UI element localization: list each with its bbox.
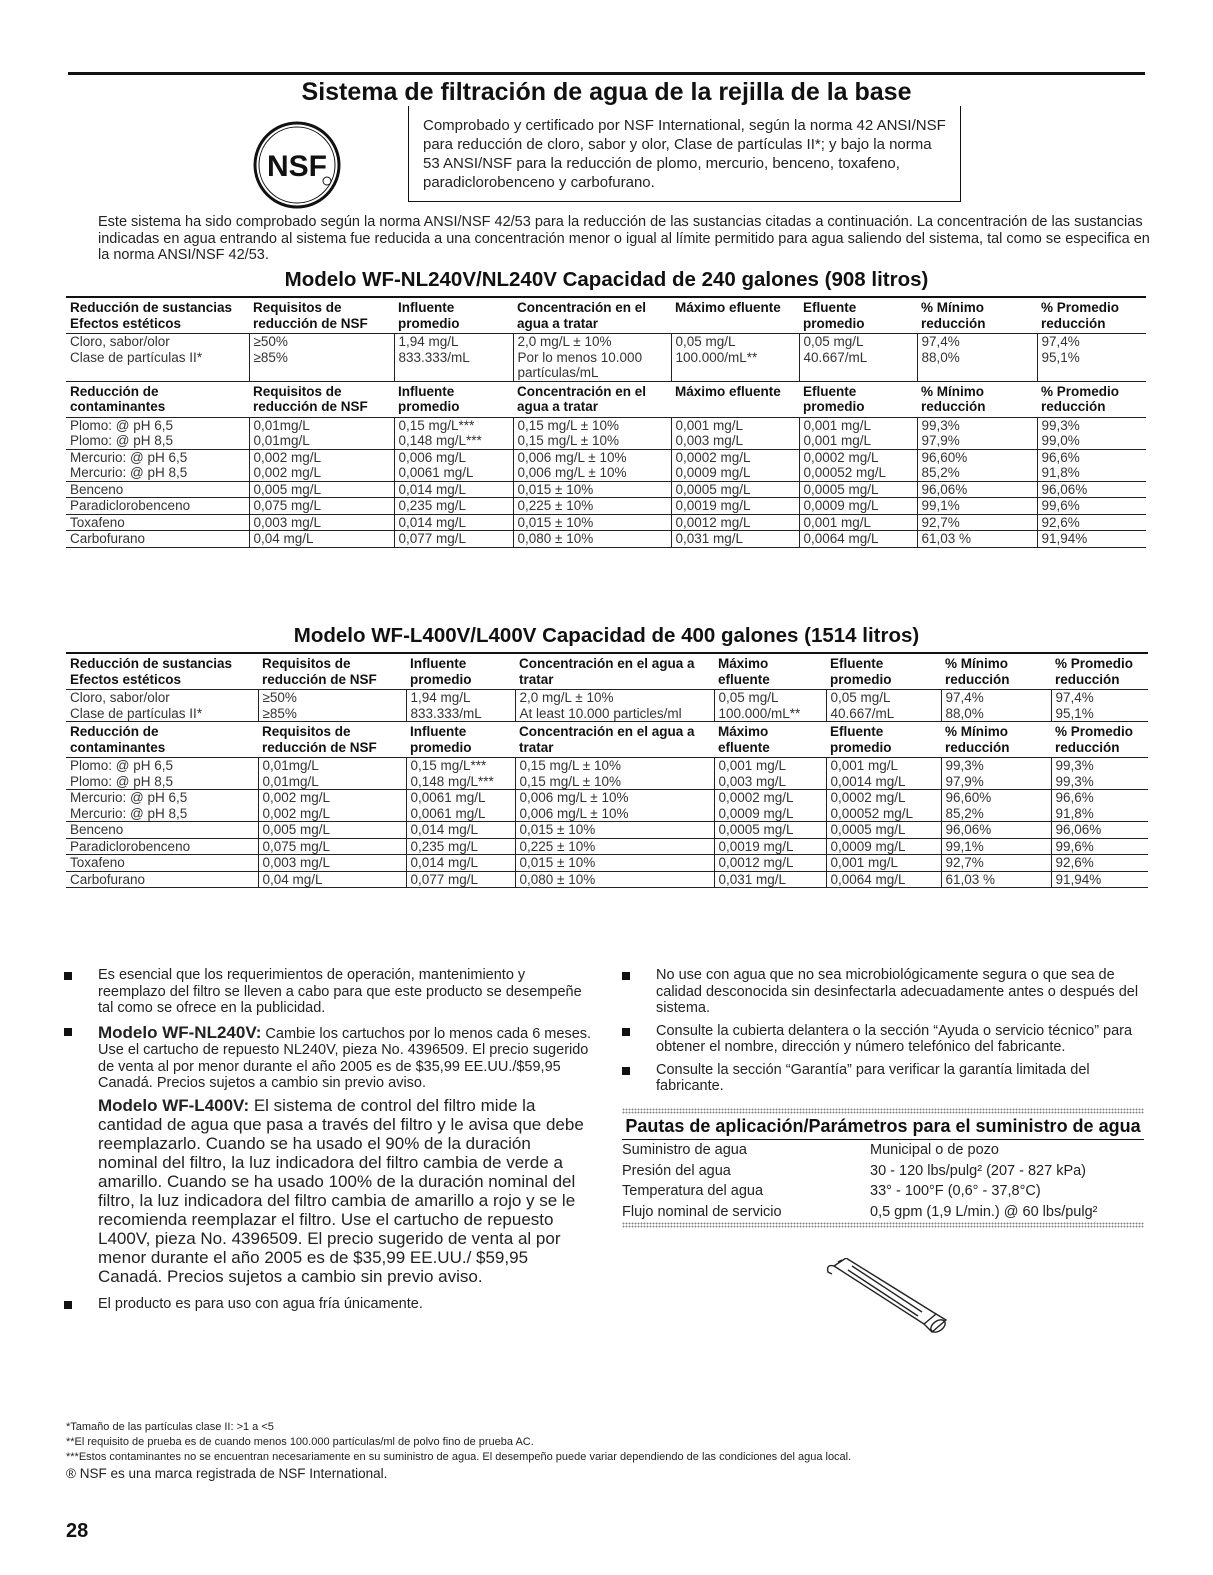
table-row xyxy=(66,690,1148,722)
table-row-cell: 0,0002 mg/L 0,00052 mg/L xyxy=(826,790,941,822)
table-row-cell: 0,080 ± 10% xyxy=(515,871,714,888)
table-row xyxy=(66,514,1146,531)
bullet-service: Consulte la cubierta delantera o la sección “Ayuda o servicio técnico” para obtener el nombre, dirección y número telefónico del fabricante. xyxy=(622,1023,1144,1056)
bullet-water-safety: No use con agua que no sea microbiológicamente segura o que sea de calidad desconocida sin desinfectarla adecuadamente antes o después del sistema. xyxy=(622,967,1144,1017)
contaminant-header-row-cell: Requisitos de reducción de NSF xyxy=(249,381,394,417)
table-row-cell: 99,3% 97,9% xyxy=(941,758,1051,790)
table-row-cell: 1,94 mg/L 833.333/mL xyxy=(394,334,513,382)
bullet-square-icon xyxy=(64,972,72,980)
aesthetic-header-row-cell: Requisitos de reducción de NSF xyxy=(258,653,406,690)
table-row-cell: 0,031 mg/L xyxy=(671,531,799,548)
guide-value: 33° - 100°F (0,6° - 37,8°C) xyxy=(870,1183,1041,1199)
table-row-cell: Cloro, sabor/olor Clase de partículas II* xyxy=(66,334,249,382)
table-row xyxy=(66,417,1146,449)
guide-row xyxy=(622,1140,1144,1161)
contaminant-header-row xyxy=(66,722,1148,758)
table-row-cell: 0,003 mg/L xyxy=(249,514,394,531)
guide-label: Temperatura del agua xyxy=(622,1183,764,1199)
table-row-cell: 91,94% xyxy=(1037,531,1146,548)
table-row-cell: 0,0005 mg/L xyxy=(671,481,799,498)
table-row-cell: 0,077 mg/L xyxy=(394,531,513,548)
table-row-cell: 0,05 mg/L 40.667/mL xyxy=(799,334,917,382)
table-row-cell: 0,006 mg/L 0,0061 mg/L xyxy=(394,449,513,481)
guide-value: 0,5 gpm (1,9 L/min.) @ 60 lbs/pulg² xyxy=(870,1203,1098,1220)
table-row-cell: 0,05 mg/L 100.000/mL** xyxy=(671,334,799,382)
table-row xyxy=(66,334,1146,382)
table-row-cell: 96,06% xyxy=(941,822,1051,839)
table-row-cell: 99,3% 99,3% xyxy=(1051,758,1148,790)
table-row-cell: 92,7% xyxy=(917,514,1037,531)
table-row-cell: 92,6% xyxy=(1051,855,1148,872)
water-supply-guide xyxy=(622,1108,1144,1228)
table-row-cell: 2,0 mg/L ± 10% Por lo menos 10.000 partículas/mL xyxy=(513,334,671,382)
svg-text:NSF: NSF xyxy=(267,150,327,183)
table-row-cell: 0,01mg/L 0,01mg/L xyxy=(258,758,406,790)
aesthetic-header-row-cell: % Promedio reducción xyxy=(1037,297,1146,334)
table-row-cell: 0,005 mg/L xyxy=(258,822,406,839)
bullet-maintenance: Es esencial que los requerimientos de operación, mantenimiento y reemplazo del filtro se lleven a cabo para que este producto se desempeñe tal como se ofrece en la publicidad. xyxy=(64,967,594,1017)
certification-box: Comprobado y certificado por NSF International, según la norma 42 ANSI/NSF para reducción de cloro, sabor y olor, Clase de partículas II*; y bajo la norma 53 ANSI/NSF para la reducción de plomo, mercurio, benceno, toxafeno, paradiclorobenceno y carbofurano. xyxy=(408,106,961,202)
table-row-cell: 0,015 ± 10% xyxy=(513,514,671,531)
table-row-cell: Mercurio: @ pH 6,5 Mercurio: @ pH 8,5 xyxy=(66,790,258,822)
table-row-cell: 0,0002 mg/L 0,0009 mg/L xyxy=(671,449,799,481)
table-row-cell: 0,15 mg/L ± 10% 0,15 mg/L ± 10% xyxy=(515,758,714,790)
table-row-cell: 97,4% 95,1% xyxy=(1037,334,1146,382)
table-row-cell: ≥50% ≥85% xyxy=(258,690,406,722)
page-title: Sistema de filtración de agua de la rejilla de la base xyxy=(301,78,912,106)
aesthetic-header-row-cell: Influente promedio xyxy=(406,653,515,690)
table-row xyxy=(66,871,1148,888)
aesthetic-header-row-cell: Efluente promedio xyxy=(799,297,917,334)
contaminant-header-row-cell: % Mínimo reducción xyxy=(917,381,1037,417)
table-row-cell: Benceno xyxy=(66,822,258,839)
table-row-cell: 0,001 mg/L 0,003 mg/L xyxy=(714,758,826,790)
page-number: 28 xyxy=(66,1520,89,1542)
table-row-cell: 0,001 mg/L xyxy=(826,855,941,872)
table-row xyxy=(66,498,1146,515)
contaminant-header-row-cell: Reducción de contaminantes xyxy=(66,722,258,758)
table-row-cell: 97,4% 88,0% xyxy=(941,690,1051,722)
contaminant-header-row-cell: Máximo efluente xyxy=(714,722,826,758)
contaminant-header-row-cell: Concentración en el agua a tratar xyxy=(513,381,671,417)
table-row-cell: 96,06% xyxy=(1037,481,1146,498)
table-row-cell: Paradiclorobenceno xyxy=(66,498,249,515)
table-row-cell: 92,7% xyxy=(941,855,1051,872)
aesthetic-header-row-cell: Máximo efluente xyxy=(714,653,826,690)
dotted-band xyxy=(622,1222,1144,1228)
table-row-cell: Paradiclorobenceno xyxy=(66,838,258,855)
model-l400v-paragraph: Modelo WF-L400V: El sistema de control del filtro mide la cantidad de agua que pasa a través del filtro y le avisa que debe reemplazarlo. Cuando se ha usado el 90% de la duración nominal del filtro, la luz indicadora del filtro cambia de verde a amarillo. Cuando se ha usado 100% de la duración nominal del filtro, la luz indicadora del filtro cambia de amarillo a rojo y se le recomienda reemplazar el filtro. Use el cartucho de repuesto L400V, pieza No. 4396509. El precio sugerido de venta al por menor durante el año 2005 es de $35,99 EE.UU./ $59,95 Canadá. Precios sujetos a cambio sin previo aviso. xyxy=(98,1095,584,1286)
table-row-cell: Cloro, sabor/olor Clase de partículas II* xyxy=(66,690,258,722)
guide-label: Suministro de agua xyxy=(622,1142,747,1158)
table-row-cell: 0,0005 mg/L xyxy=(826,822,941,839)
contaminant-header-row-cell: Influente promedio xyxy=(394,381,513,417)
table-row-cell: 0,05 mg/L 40.667/mL xyxy=(826,690,941,722)
table-row-cell: 0,0064 mg/L xyxy=(799,531,917,548)
table-row-cell: Benceno xyxy=(66,481,249,498)
table-row-cell: 0,0002 mg/L 0,00052 mg/L xyxy=(799,449,917,481)
table-row-cell: 0,04 mg/L xyxy=(258,871,406,888)
contaminant-header-row-cell: % Mínimo reducción xyxy=(941,722,1051,758)
table-row-cell: 96,6% 91,8% xyxy=(1037,449,1146,481)
aesthetic-header-row-cell: Concentración en el agua a tratar xyxy=(515,653,714,690)
table-row xyxy=(66,855,1148,872)
table-row-cell: 0,0019 mg/L xyxy=(671,498,799,515)
table-row-cell: ≥50% ≥85% xyxy=(249,334,394,382)
aesthetic-header-row xyxy=(66,653,1148,690)
table-row-cell: 0,225 ± 10% xyxy=(515,838,714,855)
table-row-cell: 0,014 mg/L xyxy=(406,822,515,839)
table-row-cell: 0,0064 mg/L xyxy=(826,871,941,888)
table-row-cell: 0,04 mg/L xyxy=(249,531,394,548)
aesthetic-header-row-cell: Reducción de sustancias Efectos estéticos xyxy=(66,653,258,690)
table-row-cell: 0,015 ± 10% xyxy=(513,481,671,498)
table-row-cell: 99,3% 99,0% xyxy=(1037,417,1146,449)
table-row-cell: 96,60% 85,2% xyxy=(941,790,1051,822)
table-row-cell: 0,0009 mg/L xyxy=(799,498,917,515)
model2-title: Modelo WF-L400V/L400V Capacidad de 400 galones (1514 litros) xyxy=(293,624,920,647)
table-row-cell: 0,006 mg/L ± 10% 0,006 mg/L ± 10% xyxy=(513,449,671,481)
table-row-cell: 0,077 mg/L xyxy=(406,871,515,888)
table-row-cell: 0,0012 mg/L xyxy=(671,514,799,531)
table-row-cell: 0,05 mg/L 100.000/mL** xyxy=(714,690,826,722)
nsf-logo xyxy=(253,121,341,209)
bullet-square-icon xyxy=(64,1028,72,1036)
table-row-cell: 0,005 mg/L xyxy=(249,481,394,498)
table-row xyxy=(66,790,1148,822)
table-row-cell: Toxafeno xyxy=(66,855,258,872)
table-row-cell: 0,015 ± 10% xyxy=(515,855,714,872)
contaminant-header-row-cell: Requisitos de reducción de NSF xyxy=(258,722,406,758)
table-row-cell: 96,06% xyxy=(1051,822,1148,839)
aesthetic-header-row-cell: Máximo efluente xyxy=(671,297,799,334)
table-row-cell: 0,235 mg/L xyxy=(394,498,513,515)
aesthetic-header-row-cell: % Mínimo reducción xyxy=(917,297,1037,334)
footnote-trademark: ® NSF es una marca registrada de NSF International. xyxy=(66,1466,388,1481)
contaminant-header-row-cell: Efluente promedio xyxy=(826,722,941,758)
filter-cartridge-icon xyxy=(820,1258,950,1340)
table-row-cell: 0,001 mg/L xyxy=(799,514,917,531)
contaminant-header-row-cell: % Promedio reducción xyxy=(1037,381,1146,417)
bullet-square-icon xyxy=(622,972,630,980)
table-row-cell: 0,014 mg/L xyxy=(394,481,513,498)
model2-table-body xyxy=(66,653,1148,888)
contaminant-header-row-cell: Concentración en el agua a tratar xyxy=(515,722,714,758)
aesthetic-header-row-cell: Influente promedio xyxy=(394,297,513,334)
aesthetic-header-row-cell: % Promedio reducción xyxy=(1051,653,1148,690)
table-row-cell: Plomo: @ pH 6,5 Plomo: @ pH 8,5 xyxy=(66,417,249,449)
table-row-cell: 0,0002 mg/L 0,0009 mg/L xyxy=(714,790,826,822)
table-row-cell: Toxafeno xyxy=(66,514,249,531)
bullet-square-icon xyxy=(64,1301,72,1309)
model1-table-body xyxy=(66,297,1146,547)
footnote-3: ***Estos contaminantes no se encuentran necesariamente en su suministro de agua. El desempeño puede variar dependiendo de las condiciones del agua local. xyxy=(66,1451,852,1463)
guide-value: 30 - 120 lbs/pulg² (207 - 827 kPa) xyxy=(870,1162,1087,1179)
table-row-cell: 96,60% 85,2% xyxy=(917,449,1037,481)
top-rule xyxy=(68,72,1145,75)
table-row-cell: 0,001 mg/L 0,003 mg/L xyxy=(671,417,799,449)
bullet-square-icon xyxy=(622,1028,630,1036)
table-row-cell: 0,014 mg/L xyxy=(394,514,513,531)
aesthetic-header-row-cell: Efluente promedio xyxy=(826,653,941,690)
guide-row xyxy=(622,1202,1144,1223)
table-row-cell: 61,03 % xyxy=(941,871,1051,888)
table-row-cell: 0,01mg/L 0,01mg/L xyxy=(249,417,394,449)
table-row-cell: 2,0 mg/L ± 10% At least 10.000 particles/ml xyxy=(515,690,714,722)
table-row-cell: 0,031 mg/L xyxy=(714,871,826,888)
contaminant-header-row-cell: Máximo efluente xyxy=(671,381,799,417)
aesthetic-header-row-cell: Requisitos de reducción de NSF xyxy=(249,297,394,334)
table-row-cell: 0,003 mg/L xyxy=(258,855,406,872)
table-row xyxy=(66,822,1148,839)
table-row-cell: 97,4% 95,1% xyxy=(1051,690,1148,722)
bullet-model-nl240v: Modelo WF-NL240V: Cambie los cartuchos por lo menos cada 6 meses. Use el cartucho de repuesto NL240V, pieza No. 4396509. El precio sugerido de venta al por menor durante el año 2005 es de $35,99 EE.UU./$59,95 Canadá. Precios sujetos a cambio sin previo aviso. Modelo WF-L400V: El sistema de control del filtro mide la cantidad de agua que pasa a través del filtro y le avisa que debe reemplazarlo. Cuando se ha usado el 90% de la duración nominal del filtro, la luz indicadora del filtro cambia de verde a amarillo. Cuando se ha usado 100% de la duración nominal del filtro, la luz indicadora del filtro cambia de amarillo a rojo y se le recomienda reemplazar el filtro. Use el cartucho de repuesto L400V, pieza No. 4396509. El precio sugerido de venta al por menor durante el año 2005 es de $35,99 EE.UU./ $59,95 Canadá. Precios sujetos a cambio sin previo aviso. xyxy=(64,1023,594,1286)
table-row-cell: 91,94% xyxy=(1051,871,1148,888)
table-row-cell: 0,15 mg/L ± 10% 0,15 mg/L ± 10% xyxy=(513,417,671,449)
bullet-square-icon xyxy=(622,1067,630,1075)
table-row-cell: 0,0012 mg/L xyxy=(714,855,826,872)
table-row-cell: 0,0005 mg/L xyxy=(799,481,917,498)
table-row-cell: 96,06% xyxy=(917,481,1037,498)
table-row-cell: 0,001 mg/L 0,0014 mg/L xyxy=(826,758,941,790)
table-row xyxy=(66,758,1148,790)
model1-title: Modelo WF-NL240V/NL240V Capacidad de 240 galones (908 litros) xyxy=(284,268,929,291)
table-row-cell: 92,6% xyxy=(1037,514,1146,531)
table-row-cell: Carbofurano xyxy=(66,871,258,888)
table-row-cell: 0,0009 mg/L xyxy=(826,838,941,855)
table-row-cell: 97,4% 88,0% xyxy=(917,334,1037,382)
table-row-cell: 0,0005 mg/L xyxy=(714,822,826,839)
table-row-cell: 0,0019 mg/L xyxy=(714,838,826,855)
left-bullets xyxy=(64,967,594,1318)
table-row-cell: 1,94 mg/L 833.333/mL xyxy=(406,690,515,722)
table-row xyxy=(66,449,1146,481)
table-row-cell: 99,6% xyxy=(1051,838,1148,855)
table-row-cell: 0,006 mg/L ± 10% 0,006 mg/L ± 10% xyxy=(515,790,714,822)
table-row xyxy=(66,838,1148,855)
model1-table xyxy=(66,296,1146,548)
table-row-cell: 0,014 mg/L xyxy=(406,855,515,872)
table-row-cell: 0,002 mg/L 0,002 mg/L xyxy=(258,790,406,822)
guide-rows xyxy=(622,1140,1144,1222)
contaminant-header-row xyxy=(66,381,1146,417)
table-row-cell: 99,1% xyxy=(941,838,1051,855)
guide-title: Pautas de aplicación/Parámetros para el suministro de agua xyxy=(622,1114,1144,1140)
table-row-cell: 61,03 % xyxy=(917,531,1037,548)
table-row-cell: 0,15 mg/L*** 0,148 mg/L*** xyxy=(406,758,515,790)
table-row-cell: 0,001 mg/L 0,001 mg/L xyxy=(799,417,917,449)
footnotes xyxy=(66,1420,1146,1482)
right-bullets xyxy=(622,967,1144,1101)
table-row-cell: 0,235 mg/L xyxy=(406,838,515,855)
table-row-cell: Mercurio: @ pH 6,5 Mercurio: @ pH 8,5 xyxy=(66,449,249,481)
contaminant-header-row-cell: % Promedio reducción xyxy=(1051,722,1148,758)
guide-label: Presión del agua xyxy=(622,1162,731,1179)
aesthetic-header-row-cell: Reducción de sustancias Efectos estéticos xyxy=(66,297,249,334)
bullet-warranty: Consulte la sección “Garantía” para verificar la garantía limitada del fabricante. xyxy=(622,1062,1144,1095)
footnote-1: *Tamaño de las partículas clase II: >1 a <5 xyxy=(66,1421,274,1433)
guide-value: Municipal o de pozo xyxy=(870,1142,999,1158)
table-row-cell: 0,0061 mg/L 0,0061 mg/L xyxy=(406,790,515,822)
model2-table xyxy=(66,652,1148,888)
table-row-cell: 0,002 mg/L 0,002 mg/L xyxy=(249,449,394,481)
intro-paragraph: Este sistema ha sido comprobado según la norma ANSI/NSF 42/53 para la reducción de las sustancias citadas a continuación. La concentración de las sustancias indicadas en agua entrando al sistema fue reducida a una concentración menor o igual al límite permitido para agua saliendo del sistema, tal como se especifica en la norma ANSI/NSF 42/53. xyxy=(98,214,1150,263)
aesthetic-header-row-cell: Concentración en el agua a tratar xyxy=(513,297,671,334)
table-row-cell: 0,015 ± 10% xyxy=(515,822,714,839)
bullet-cold-water: El producto es para uso con agua fría únicamente. xyxy=(64,1296,594,1313)
table-row-cell: 96,6% 91,8% xyxy=(1051,790,1148,822)
table-row-cell: 99,3% 97,9% xyxy=(917,417,1037,449)
footnote-2: **El requisito de prueba es de cuando menos 100.000 partículas/ml de polvo fino de prueba AC. xyxy=(66,1436,534,1448)
table-row-cell: 99,6% xyxy=(1037,498,1146,515)
table-row-cell: 99,1% xyxy=(917,498,1037,515)
guide-label: Flujo nominal de servicio xyxy=(622,1203,782,1220)
table-row-cell: 0,15 mg/L*** 0,148 mg/L*** xyxy=(394,417,513,449)
aesthetic-header-row xyxy=(66,297,1146,334)
contaminant-header-row-cell: Influente promedio xyxy=(406,722,515,758)
table-row-cell: 0,080 ± 10% xyxy=(513,531,671,548)
contaminant-header-row-cell: Reducción de contaminantes xyxy=(66,381,249,417)
table-row-cell: Plomo: @ pH 6,5 Plomo: @ pH 8,5 xyxy=(66,758,258,790)
table-row-cell: 0,225 ± 10% xyxy=(513,498,671,515)
guide-row xyxy=(622,1161,1144,1182)
table-row xyxy=(66,531,1146,548)
table-row-cell: 0,075 mg/L xyxy=(258,838,406,855)
table-row xyxy=(66,481,1146,498)
contaminant-header-row-cell: Efluente promedio xyxy=(799,381,917,417)
table-row-cell: Carbofurano xyxy=(66,531,249,548)
guide-row xyxy=(622,1181,1144,1202)
table-row-cell: 0,075 mg/L xyxy=(249,498,394,515)
aesthetic-header-row-cell: % Mínimo reducción xyxy=(941,653,1051,690)
